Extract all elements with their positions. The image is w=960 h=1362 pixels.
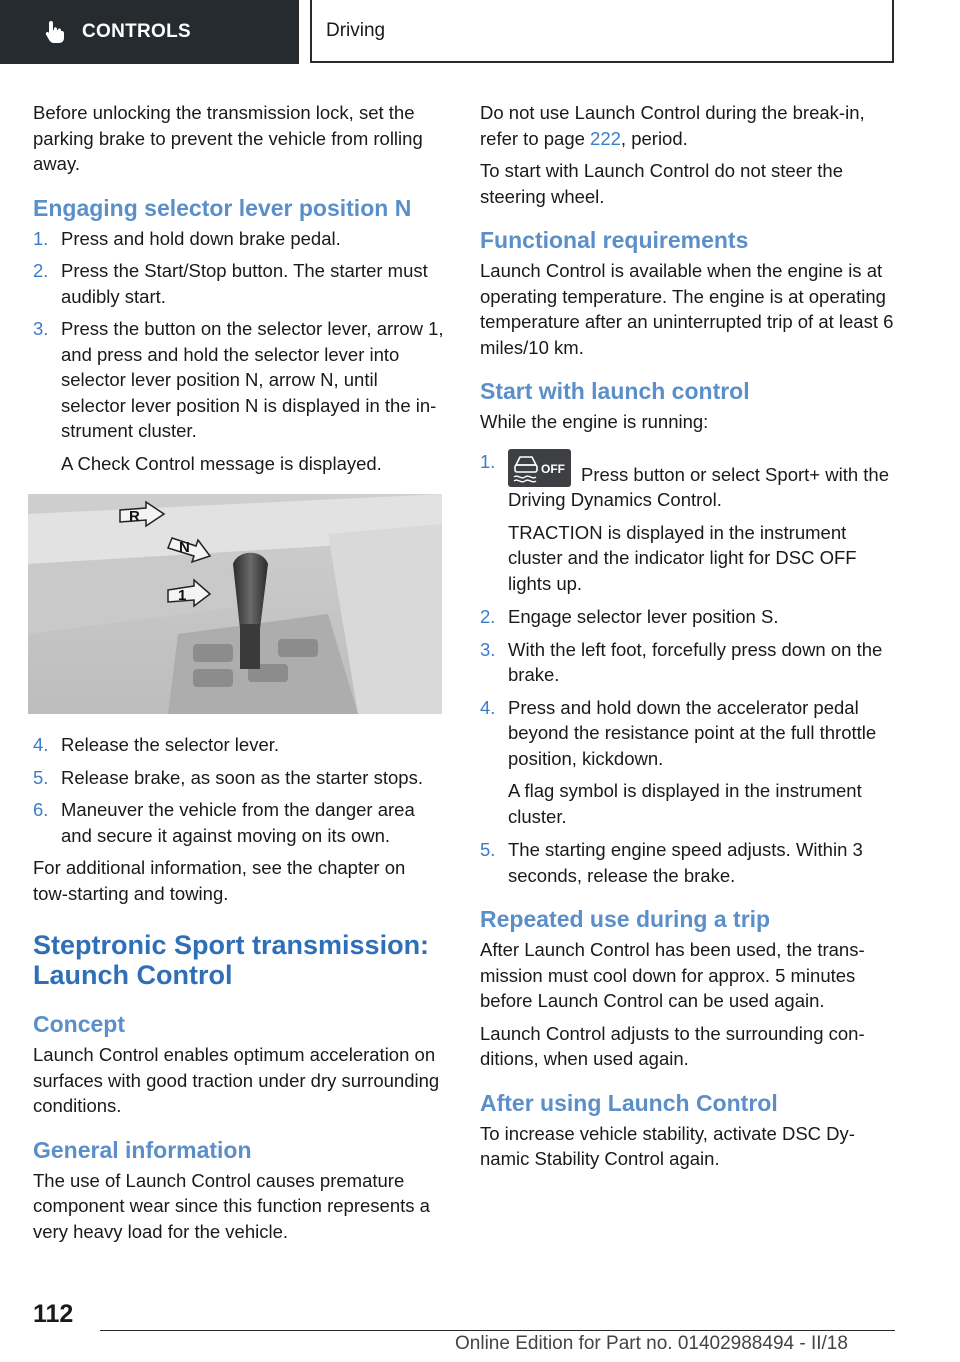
- list-item: [33, 258, 445, 309]
- step-number: 1.: [33, 227, 49, 249]
- step-number: 4.: [33, 734, 49, 755]
- start-steps-list: [480, 449, 894, 513]
- functional-requirements-heading: Functional requirements: [480, 227, 749, 253]
- step-number: 6.: [33, 799, 49, 820]
- general-info-paragraph: The use of Launch Control causes premature component wear since this function represents a very heavy load for the vehicle.: [33, 1169, 430, 1242]
- breakin-text: Do not use Launch Control during the break-in, refer to page: [480, 102, 865, 149]
- step-text: Engage selector lever position S.: [508, 606, 779, 627]
- repeated-use-paragraph-2: Launch Control adjusts to the surrounding conditions, when used again.: [480, 1022, 865, 1069]
- step-text: Press and hold down the accelerator pedal beyond the resistance point at the full throttle position, kickdown.: [508, 696, 877, 769]
- steer-paragraph: To start with Launch Control do not steer the steering wheel.: [480, 160, 844, 207]
- dsc-off-label: OFF: [541, 461, 565, 476]
- functional-requirements-paragraph: Launch Control is available when the engine is at operating temperature. The engine is at operating temperature after an uninterrupted trip of at least 6 miles/10 km.: [480, 260, 894, 358]
- section-label: CONTROLS: [82, 21, 192, 42]
- dsc-off-button-icon: [508, 449, 571, 487]
- edition-text: Online Edition for Part no. 01402988494 - II/18: [455, 1333, 848, 1354]
- left-column: [33, 100, 445, 1251]
- concept-paragraph: Launch Control enables optimum acceleration on surfaces with good traction under dry surrounding conditions.: [33, 1044, 440, 1116]
- photo-label-one: 1: [178, 587, 187, 604]
- step-number: 3.: [33, 318, 49, 339]
- list-item: [33, 316, 445, 444]
- engage-heading: Engaging selector lever position N: [33, 194, 412, 221]
- concept-heading: Concept: [33, 1011, 125, 1037]
- step-number: 1.: [480, 450, 496, 472]
- step-text: Press button or select Sport+ with the Driving Dynamics Control.: [508, 463, 889, 510]
- additional-info-paragraph: For additional information, see the chapter on tow-starting and towing.: [33, 857, 406, 904]
- after-using-heading: After using Launch Control: [480, 1089, 778, 1116]
- breakin-suffix: , period.: [620, 127, 688, 149]
- step-text: Press and hold down brake pedal.: [61, 227, 341, 249]
- start-intro-paragraph: While the engine is running:: [480, 411, 709, 432]
- step-number: 3.: [480, 638, 496, 660]
- selector-lever-photo: [28, 494, 442, 714]
- after-using-paragraph: To increase vehicle stability, activate DSC Dynamic Stability Control again.: [480, 1122, 855, 1169]
- photo-label-r: R: [129, 508, 140, 525]
- step-note: A flag symbol is displayed in the instrument cluster.: [508, 780, 862, 827]
- step-text: Maneuver the vehicle from the danger area and secure it against moving on its own.: [61, 799, 415, 846]
- intro-paragraph: Before unlocking the transmission lock, set the parking brake to prevent the vehicle from rolling away.: [33, 102, 423, 174]
- step-text: Press the Start/Stop button. The starter must audibly start.: [61, 260, 428, 307]
- list-item: [480, 637, 894, 688]
- step-text: With the left foot, forcefully press down on the brake.: [508, 638, 883, 685]
- start-steps-list-final: [480, 837, 894, 888]
- chapter-label: Driving: [326, 19, 386, 41]
- list-item: [480, 604, 894, 630]
- footer-divider: [100, 1330, 895, 1331]
- page-reference-link[interactable]: 222: [590, 127, 621, 149]
- photo-label-n: N: [179, 539, 190, 556]
- start-launch-control-heading: Start with launch control: [480, 378, 750, 404]
- step-note: TRACTION is displayed in the instrument cluster and the indicator light for DSC OFF lights up.: [508, 521, 857, 594]
- page-header: [0, 0, 960, 66]
- list-item: [480, 449, 894, 513]
- section-tab-controls[interactable]: [0, 0, 299, 64]
- step-number: 4.: [480, 696, 496, 718]
- list-item: [480, 837, 894, 888]
- step-number: 5.: [480, 839, 496, 860]
- list-item: [480, 695, 894, 772]
- step-number: 2.: [480, 606, 496, 627]
- list-item: [33, 226, 445, 252]
- list-item: [33, 797, 445, 848]
- repeated-use-heading: Repeated use during a trip: [480, 906, 771, 932]
- right-column: [480, 100, 894, 1179]
- main-heading: Steptronic Sport transmission: Launch Control: [33, 930, 430, 990]
- step-note: A Check Control message is displayed.: [61, 452, 382, 474]
- general-info-heading: General information: [33, 1136, 252, 1163]
- page-number: 112: [33, 1300, 74, 1328]
- step-number: 5.: [33, 766, 49, 788]
- step-text: Release the selector lever.: [61, 734, 280, 755]
- step-text: Press the button on the selector lever, arrow 1, and press and hold the selector lever into selector lever position N, arrow N, until selector lever position N is displayed in the instrument cluster.: [61, 318, 444, 441]
- list-item: [33, 765, 445, 791]
- breakin-paragraph: [480, 100, 894, 151]
- chapter-tab-driving[interactable]: [310, 0, 894, 63]
- engage-steps-list: [33, 226, 445, 444]
- step-number: 2.: [33, 260, 49, 281]
- start-steps-list-continued: [480, 604, 894, 771]
- list-item: [33, 732, 445, 758]
- step-text: The starting engine speed adjusts. Within 3 seconds, release the brake.: [508, 839, 863, 886]
- step-text: Release brake, as soon as the starter stops.: [61, 766, 423, 788]
- after-steps-list: [33, 732, 445, 848]
- hand-pointer-icon: [42, 19, 68, 45]
- repeated-use-paragraph-1: After Launch Control has been used, the transmission must cool down for approx. 5 minutes before Launch Control can be used again.: [480, 939, 865, 1011]
